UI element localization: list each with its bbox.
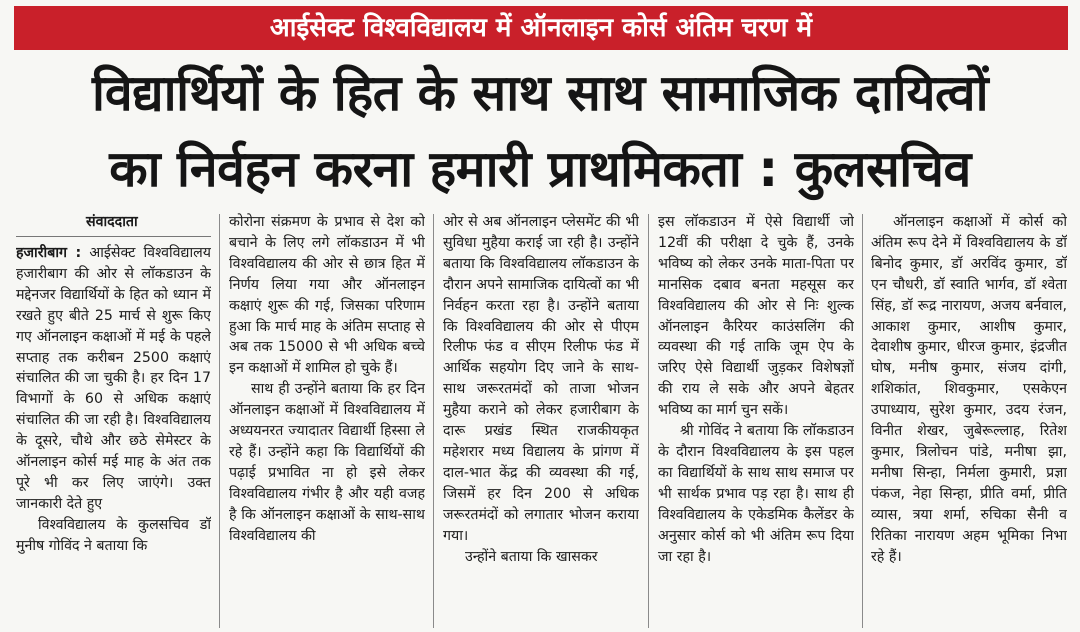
column-divider (648, 214, 649, 628)
paragraph: कोरोना संक्रमण के प्रभाव से देश को बचाने के लिए लगे लॉकडाउन में भी विश्वविद्यालय की ओर से छात्र हित में निर्णय लिया गया और ऑनलाइन कक्षाएं शुरू की गई, जिसका परिणाम हुआ कि मार्च माह के अंतिम सप्ताह से अब तक 15000 से भी अधिक बच्चे इन कक्षाओं में शामिल हो चुके हैं। (229, 214, 425, 377)
column-divider (219, 214, 220, 628)
article-column-3 (443, 212, 639, 630)
paragraph: उन्होंने बताया कि खासकर (465, 548, 598, 565)
paragraph: श्री गोविंद ने बताया कि लॉकडाउन के दौरान विश्वविद्यालय के इस पहल का विद्यार्थियों के साथ साथ समाज पर भी सार्थक प्रभाव पड़ रहा है। साथ ही विश्वविद्यालय के एकेडमिक कैलेंडर के अनुसार कोर्स को भी अंतिम रूप दिया जा रहा है। (658, 423, 854, 565)
lead-paragraph (16, 243, 211, 515)
article-column-5 (871, 212, 1067, 630)
article-column-1 (16, 212, 211, 630)
byline: संवाददाता (86, 214, 138, 230)
paragraph: विश्वविद्यालय के कुलसचिव डॉ मुनीष गोविंद ने बताया कि (16, 516, 211, 554)
column-divider (862, 214, 863, 628)
kicker-banner: आईसेक्ट विश्वविद्यालय में ऑनलाइन कोर्स अंतिम चरण में (14, 6, 1068, 50)
paragraph: साथ ही उन्होंने बताया कि हर दिन ऑनलाइन कक्षाओं में विश्वविद्यालय में अध्ययनरत ज्यादातर विद्यार्थी हिस्सा ले रहे हैं। उन्होंने कहा कि विद्यार्थियों की पढ़ाई प्रभावित ना हो इसे लेकर विश्वविद्यालय गंभीर है और यही वजह है कि ऑनलाइन कक्षाओं के साथ-साथ विश्वविद्यालय की (229, 381, 425, 544)
headline-line-2: का निर्वहन करना हमारी प्राथमिकता : कुलसचिव (109, 140, 971, 198)
column-divider (433, 214, 434, 628)
paragraph-text: आईसेक्ट विश्वविद्यालय हजारीबाग की ओर से लॉकडाउन के मद्देनजर विद्यार्थियों के हित को ध्यान में रखते हुए बीते 25 मार्च से शुरू किए गए ऑनलाइन कक्षाओं में मई के पहले सप्ताह तक करीबन 2500 कक्षाएं संचालित की जा चुकी है। हर दिन 17 विभागों के 60 से अधिक कक्षाएं संचालित की जा रही है। विश्वविद्यालय के दूसरे, चौथे और छठे सेमेस्टर के ऑनलाइन कोर्स मई माह के अंत तक पूरे भी कर लिए जाएंगे। उक्त जानकारी देते हुए (16, 245, 211, 512)
byline-divider (16, 236, 211, 237)
article-column-2 (229, 212, 425, 630)
paragraph: ऑनलाइन कक्षाओं में कोर्स को अंतिम रूप देने में विश्वविद्यालय के डॉ बिनोद कुमार, डॉ अरविंद कुमार, डॉ एन चौधरी, डॉ स्वाति भार्गव, डॉ श्वेता सिंह, डॉ रूद्र नारायण, अजय बर्नवाल, आकाश कुमार, आशीष कुमार, देवाशीष कुमार, धीरज कुमार, इंद्रजीत घोष, मनीष कुमार, संजय दांगी, शशिकांत, शिवकुमार, एसकेएन उपाध्याय, सुरेश कुमार, उदय रंजन, विनीत शेखर, जुबेरूल्लाह, रितेश कुमार, त्रिलोचन पांडे, मनीषा झा, मनीषा सिन्हा, निर्मला कुमारी, प्रज्ञा पंकज, नेहा सिन्हा, प्रीति वर्मा, प्रीति व्यास, त्रया शर्मा, रुचिका सैनी व रितिका नारायण अहम भूमिका निभा रहे हैं। (871, 214, 1067, 565)
headline-line-1: विद्यार्थियों के हित के साथ साथ सामाजिक दायित्वों (91, 64, 989, 122)
dateline: हजारीबाग : (16, 245, 82, 261)
paragraph: ओर से अब ऑनलाइन प्लेसमेंट की भी सुविधा मुहैया कराई जा रही है। उन्होंने बताया कि विश्वविद्यालय लॉकडाउन के दौरान अपने सामाजिक दायित्वों का भी निर्वहन करता रहा है। उन्होंने बताया कि विश्वविद्यालय की ओर से पीएम रिलीफ फंड व सीएम रिलीफ फंड में आर्थिक सहयोग दिए जाने के साथ-साथ जरूरतमंदों को ताजा भोजन मुहैया कराने को लेकर हजारीबाग के दारू प्रखंड स्थित राजकीयकृत महेशरार मध्य विद्यालय के प्रांगण में दाल-भात केंद्र की व्यवस्था की गई, जिसमें हर दिन 200 से अधिक जरूरतमंदों को लगातार भोजन कराया गया। (443, 214, 639, 544)
article-column-4 (658, 212, 854, 630)
paragraph: इस लॉकडाउन में ऐसे विद्यार्थी जो 12वीं की परीक्षा दे चुके हैं, उनके भविष्य को लेकर उनके माता-पिता पर मानसिक दबाव बनता महसूस कर विश्वविद्यालय की ओर से निः शुल्क ऑनलाइन कैरियर काउंसलिंग की व्यवस्था की गई ताकि जूम ऐप के जरिए ऐसे विद्यार्थी जुड़कर विशेषज्ञों की राय ले सके और अपने बेहतर भविष्य का मार्ग चुन सकें। (658, 214, 854, 419)
